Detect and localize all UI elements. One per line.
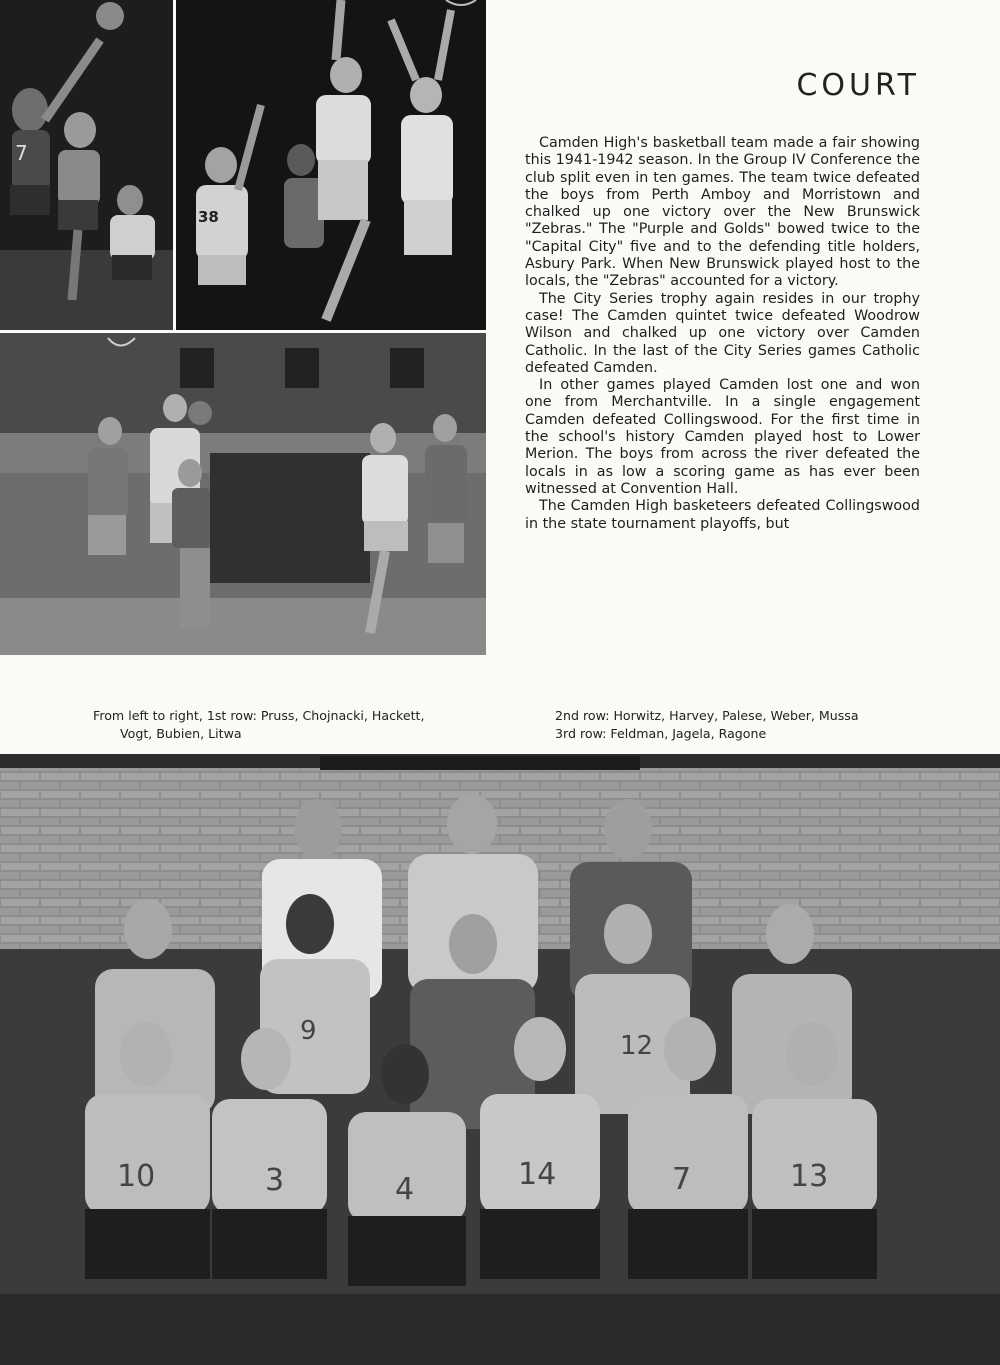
article-paragraph: Camden High's basketball team made a fair showing this 1941-1942 season. In the Group IV Conference the club split even in ten games. The team twice defeated the boys from Perth Amboy and Morristown and chalked up one victory over the New Brunswick "Zebras." The "Purple and Golds" bowed twice to the "Capital City" five and to the defending title holders, Asbury Park. When New Brunswick played host to the locals, the "Zebras" accounted for a victory. [525, 135, 920, 290]
caption-line: From left to right, 1st row: Pruss, Chojnacki, Hackett, [93, 708, 425, 723]
team-photo [0, 754, 1000, 1365]
caption-line: Vogt, Bubien, Litwa [120, 726, 242, 741]
page-title: COURT [796, 68, 920, 103]
jersey-number: 9 [300, 1016, 317, 1046]
team-caption-left [93, 707, 513, 743]
article-body [525, 135, 920, 533]
article-paragraph: In other games played Camden lost one and won one from Merchantville. In a single engagement Camden defeated Collingswood. For the first time in the school's history Camden played host to Lower Merion. The boys from across the river defeated the locals in as low a scoring game as has ever been witnessed at Convention Hall. [525, 377, 920, 497]
action-photo-1 [0, 0, 173, 330]
caption-line: 3rd row: Feldman, Jagela, Ragone [555, 726, 767, 741]
caption-line: 2nd row: Horwitz, Harvey, Palese, Weber, Mussa [555, 708, 859, 723]
jersey-number: 7 [15, 141, 28, 165]
action-photo-2 [176, 0, 486, 330]
jersey-number: 7 [672, 1162, 692, 1197]
action-photo-3 [0, 333, 486, 655]
jersey-number: 10 [117, 1159, 156, 1194]
jersey-number: 12 [620, 1031, 654, 1061]
jersey-number: 38 [198, 208, 219, 226]
jersey-number: 13 [790, 1159, 829, 1194]
team-caption-right [555, 707, 935, 743]
jersey-number: 14 [518, 1157, 557, 1192]
article-paragraph: The Camden High basketeers defeated Collingswood in the state tournament playoffs, but [525, 498, 920, 532]
article-paragraph: The City Series trophy again resides in our trophy case! The Camden quintet twice defeated Woodrow Wilson and chalked up one victory over Camden Catholic. In the last of the City Series games Catholic defeated Camden. [525, 290, 920, 376]
jersey-number: 3 [265, 1163, 285, 1198]
jersey-number: 4 [395, 1172, 415, 1207]
